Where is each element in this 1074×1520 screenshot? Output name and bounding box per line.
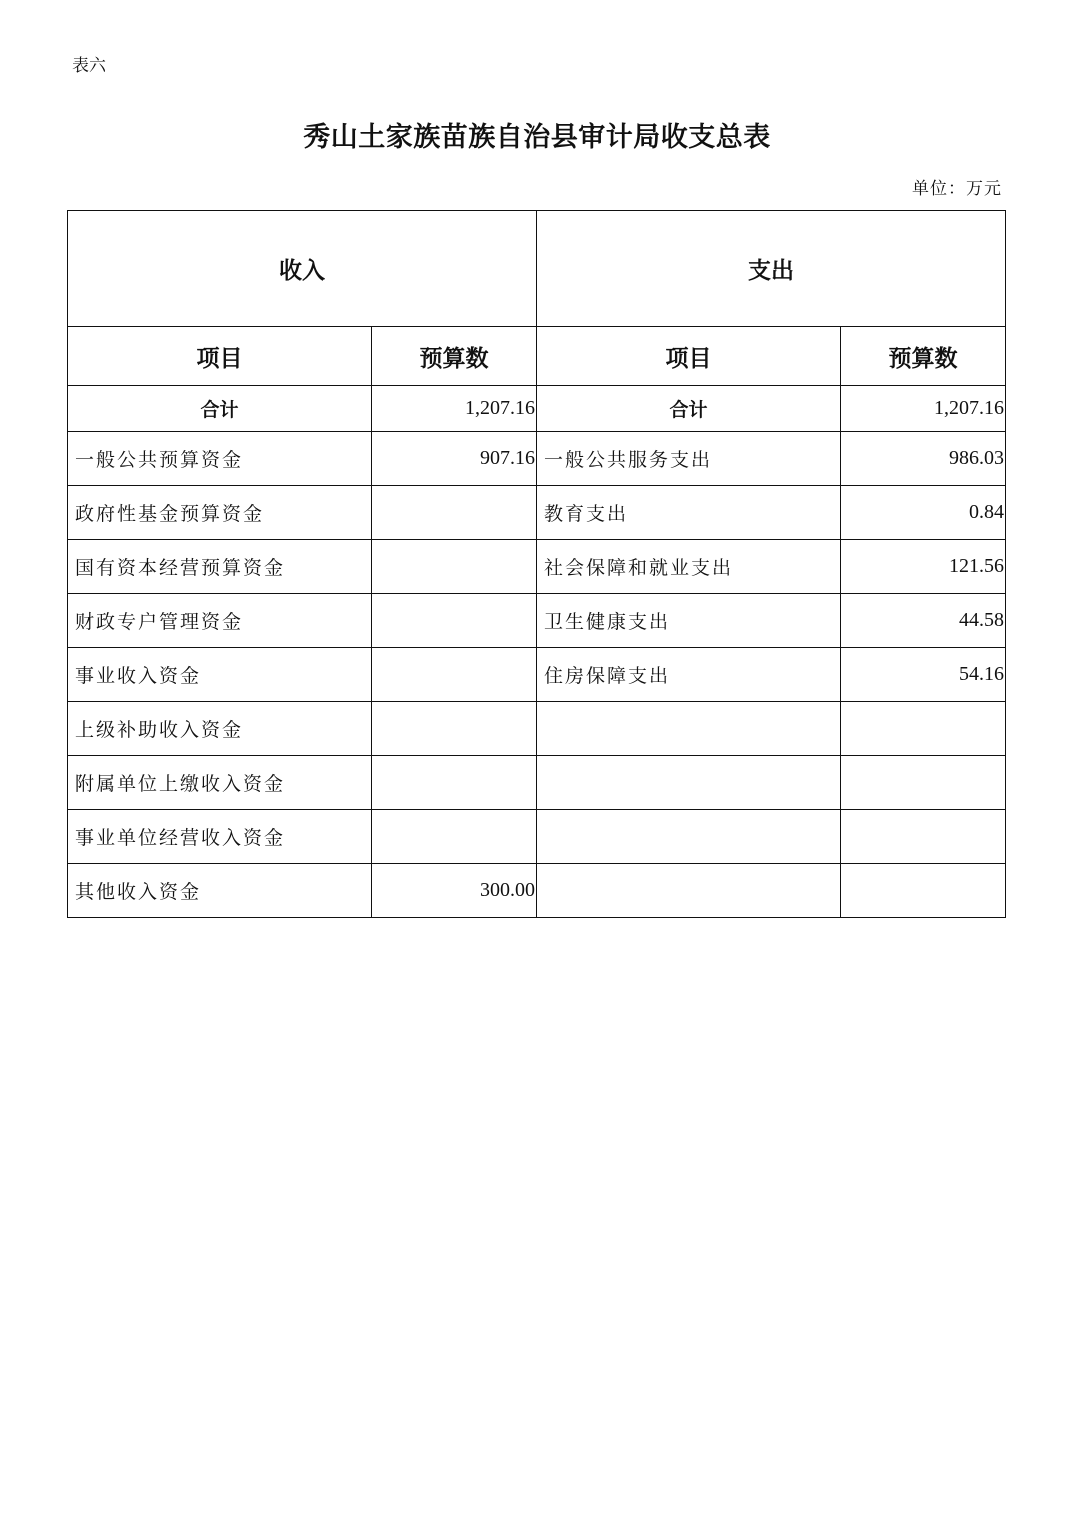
table-row <box>68 756 1006 810</box>
table-row <box>68 540 1006 594</box>
expense-value <box>841 864 1006 918</box>
income-value <box>372 486 537 540</box>
expense-item <box>537 810 841 864</box>
expense-item: 社会保障和就业支出 <box>537 540 841 594</box>
expense-value: 986.03 <box>841 432 1006 486</box>
table-row <box>68 486 1006 540</box>
income-value <box>372 702 537 756</box>
table-row <box>68 810 1006 864</box>
expense-item <box>537 756 841 810</box>
income-section-header: 收入 <box>68 211 537 327</box>
income-value <box>372 648 537 702</box>
expense-value: 121.56 <box>841 540 1006 594</box>
income-item-header: 项目 <box>68 327 372 386</box>
expense-value: 54.16 <box>841 648 1006 702</box>
column-header-row <box>68 327 1006 386</box>
expense-value <box>841 810 1006 864</box>
income-item: 其他收入资金 <box>68 864 372 918</box>
table-row <box>68 594 1006 648</box>
expense-total-label: 合计 <box>537 386 841 432</box>
income-item: 上级补助收入资金 <box>68 702 372 756</box>
table-row <box>68 648 1006 702</box>
expense-item: 卫生健康支出 <box>537 594 841 648</box>
expense-item-header: 项目 <box>537 327 841 386</box>
expense-total-value: 1,207.16 <box>841 386 1006 432</box>
expense-item <box>537 864 841 918</box>
income-total-value: 1,207.16 <box>372 386 537 432</box>
income-value <box>372 594 537 648</box>
income-value <box>372 756 537 810</box>
expense-value <box>841 702 1006 756</box>
expense-value <box>841 756 1006 810</box>
expense-value: 0.84 <box>841 486 1006 540</box>
income-item: 国有资本经营预算资金 <box>68 540 372 594</box>
table-label: 表六 <box>72 56 106 76</box>
expense-item: 住房保障支出 <box>537 648 841 702</box>
income-budget-header: 预算数 <box>372 327 537 386</box>
total-row <box>68 386 1006 432</box>
table-row <box>68 702 1006 756</box>
section-header-row <box>68 211 1006 327</box>
income-expense-summary-table <box>67 210 1006 918</box>
income-total-label: 合计 <box>68 386 372 432</box>
income-value: 300.00 <box>372 864 537 918</box>
income-item: 政府性基金预算资金 <box>68 486 372 540</box>
expense-item <box>537 702 841 756</box>
income-item: 事业收入资金 <box>68 648 372 702</box>
income-item: 事业单位经营收入资金 <box>68 810 372 864</box>
expense-item: 一般公共服务支出 <box>537 432 841 486</box>
expense-budget-header: 预算数 <box>841 327 1006 386</box>
unit-label: 单位：万元 <box>912 179 1002 199</box>
table-row <box>68 864 1006 918</box>
income-item: 一般公共预算资金 <box>68 432 372 486</box>
expense-value: 44.58 <box>841 594 1006 648</box>
expense-item: 教育支出 <box>537 486 841 540</box>
page-title: 秀山土家族苗族自治县审计局收支总表 <box>303 122 771 153</box>
income-value <box>372 540 537 594</box>
income-value: 907.16 <box>372 432 537 486</box>
income-value <box>372 810 537 864</box>
income-item: 附属单位上缴收入资金 <box>68 756 372 810</box>
expense-section-header: 支出 <box>537 211 1006 327</box>
income-item: 财政专户管理资金 <box>68 594 372 648</box>
table-row <box>68 432 1006 486</box>
